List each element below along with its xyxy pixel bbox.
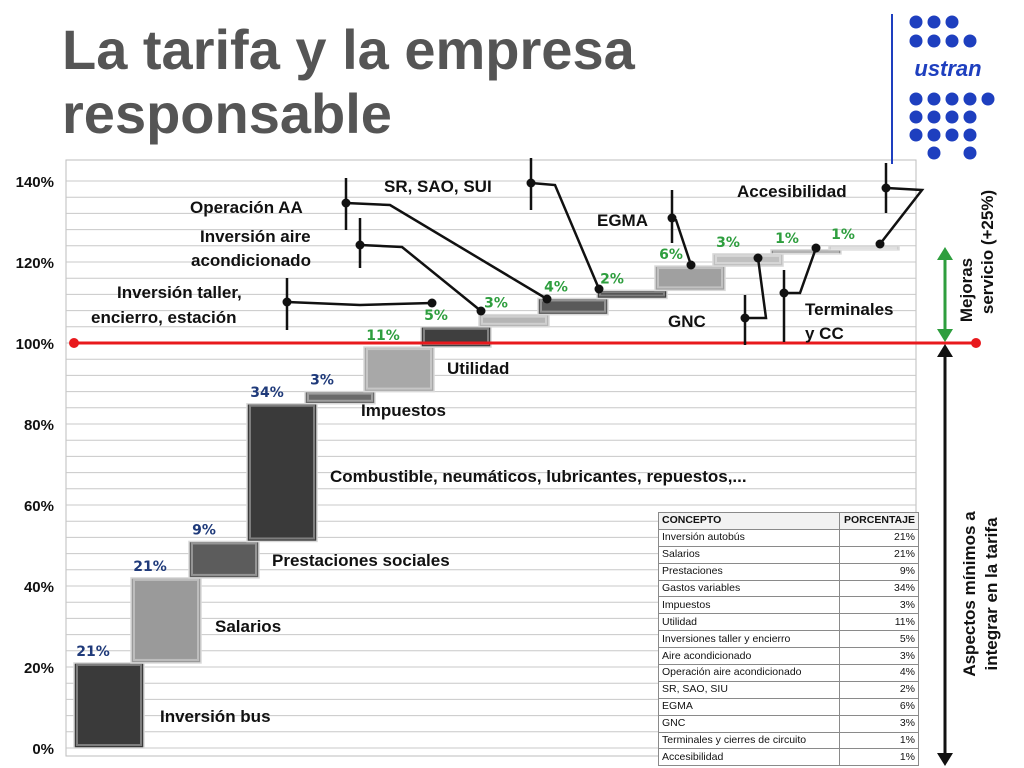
logo-dot [964, 111, 977, 124]
table-cell-concepto: Impuestos [659, 597, 840, 614]
callout-dot [741, 314, 750, 323]
bar-step [364, 347, 434, 392]
bar [189, 541, 259, 577]
data-label: 3% [310, 372, 334, 389]
callout-utilidad: Utilidad [447, 359, 510, 378]
table-cell-porcentaje: 34% [840, 580, 919, 597]
side-label-aspectos-line1: Aspectos mínimos a [960, 511, 979, 677]
callout-sr-sao-sui: SR, SAO, SUI [384, 177, 492, 196]
logo-dot [928, 129, 941, 142]
callout-prestaciones: Prestaciones sociales [272, 551, 450, 570]
reference-line-start-dot [69, 338, 79, 348]
data-label: 1% [775, 230, 799, 247]
y-tick-label: 120% [15, 255, 54, 272]
logo-dot [946, 129, 959, 142]
logo-dot [928, 93, 941, 106]
data-label: 34% [250, 384, 284, 401]
bar-step [479, 315, 549, 327]
bar-step [131, 578, 201, 663]
table-cell-porcentaje: 21% [840, 546, 919, 563]
callout-inversion-bus: Inversión bus [160, 707, 271, 726]
callout-dot [754, 254, 763, 263]
logo-dot [928, 111, 941, 124]
table-row [659, 529, 919, 546]
callout-taller-line1: Inversión taller, [117, 283, 242, 302]
callout-aire-line1: Inversión aire [200, 227, 311, 246]
table-cell-porcentaje: 9% [840, 563, 919, 580]
data-label: 21% [76, 643, 110, 660]
table-cell-porcentaje: 3% [840, 597, 919, 614]
bar-step [247, 404, 317, 542]
table-cell-concepto: Inversión autobús [659, 529, 840, 546]
bar [74, 663, 144, 748]
side-label-mejoras-line2: servicio (+25%) [978, 189, 997, 315]
data-label: 2% [600, 271, 624, 288]
callout-egma: EGMA [597, 211, 648, 230]
callout-dot [882, 184, 891, 193]
bar-bevel [832, 248, 896, 249]
bar [131, 578, 201, 663]
logo-dot [928, 35, 941, 48]
table-header-row [659, 513, 919, 530]
callout-dot [668, 214, 677, 223]
table-row [659, 732, 919, 749]
table-cell-concepto: Terminales y cierres de circuito [659, 732, 840, 749]
mejoras-arrow-head-top [937, 247, 953, 260]
bar-step [74, 663, 144, 748]
callout-terminales-line1: Terminales [805, 300, 894, 319]
logo-wordmark: ustran [914, 56, 982, 81]
logo-dot [946, 93, 959, 106]
table-cell-porcentaje: 6% [840, 698, 919, 715]
data-label: 1% [831, 226, 855, 243]
logo-dot [910, 111, 923, 124]
table-cell-porcentaje: 3% [840, 648, 919, 665]
table-cell-concepto: GNC [659, 715, 840, 732]
y-tick-label: 60% [23, 498, 54, 515]
callout-salarios: Salarios [215, 617, 282, 636]
table-cell-porcentaje: 1% [840, 749, 919, 766]
data-label: 21% [133, 558, 167, 575]
callout-dot [543, 295, 552, 304]
logo-dot [964, 147, 977, 160]
table-cell-porcentaje: 1% [840, 732, 919, 749]
mejoras-arrow-head-bottom [937, 329, 953, 342]
side-label-aspectos-line2: integrar en la tarifa [982, 517, 1001, 671]
callout-dot [876, 240, 885, 249]
data-label: 4% [544, 279, 568, 296]
bar [247, 404, 317, 542]
callout-aire-line2: acondicionado [191, 251, 311, 270]
bar-step [713, 254, 783, 266]
table-cell-concepto: SR, SAO, SIU [659, 681, 840, 698]
callout-terminales-line2: y CC [805, 324, 844, 343]
callout-dot [356, 241, 365, 250]
table-header-concepto: CONCEPTO [659, 513, 840, 530]
bar-step [189, 541, 259, 577]
slide-title: La tarifa y la empresa responsable [62, 18, 635, 145]
callout-dot [527, 179, 536, 188]
aspectos-arrow-head-top [937, 344, 953, 357]
side-label-mejoras-line1: Mejoras [957, 257, 976, 323]
table-cell-porcentaje: 21% [840, 529, 919, 546]
table-row [659, 614, 919, 631]
data-label: 3% [716, 234, 740, 251]
table-row [659, 698, 919, 715]
y-tick-label: 20% [23, 660, 54, 677]
table-row [659, 648, 919, 665]
table-cell-porcentaje: 11% [840, 614, 919, 631]
table-row [659, 665, 919, 682]
table-row [659, 749, 919, 766]
logo-dot [928, 147, 941, 160]
table-cell-concepto: Inversiones taller y encierro [659, 631, 840, 648]
logo-dot [910, 129, 923, 142]
data-label: 3% [484, 295, 508, 312]
data-label: 11% [366, 328, 400, 345]
logo-dot [946, 35, 959, 48]
concept-percentage-table [658, 512, 919, 766]
callout-accesibilidad: Accesibilidad [737, 182, 847, 201]
table-cell-concepto: Accesibilidad [659, 749, 840, 766]
table-row [659, 681, 919, 698]
table-cell-porcentaje: 5% [840, 631, 919, 648]
ustran-logo [888, 14, 1008, 164]
table-cell-concepto: Utilidad [659, 614, 840, 631]
aspectos-arrow-head-bottom [937, 753, 953, 766]
bar-step [829, 246, 899, 250]
callout-dot [812, 244, 821, 253]
y-tick-label: 80% [23, 417, 54, 434]
table-row [659, 580, 919, 597]
callout-dot [342, 199, 351, 208]
data-label: 6% [659, 247, 683, 264]
bar [364, 347, 434, 392]
table-cell-porcentaje: 4% [840, 665, 919, 682]
table-cell-concepto: Gastos variables [659, 580, 840, 597]
logo-dot [964, 93, 977, 106]
table-cell-concepto: Operación aire acondicionado [659, 665, 840, 682]
table-row [659, 563, 919, 580]
logo-dot [964, 129, 977, 142]
logo-dot [982, 93, 995, 106]
logo-dot [910, 35, 923, 48]
table-cell-concepto: Salarios [659, 546, 840, 563]
table-row [659, 597, 919, 614]
logo-dot [946, 16, 959, 29]
y-tick-label: 0% [32, 741, 54, 758]
logo-dot [910, 93, 923, 106]
callout-taller-line2: encierro, estación [91, 308, 237, 327]
table-cell-porcentaje: 2% [840, 681, 919, 698]
callout-impuestos: Impuestos [361, 401, 447, 420]
callout-gnc: GNC [668, 312, 706, 331]
y-tick-label: 100% [15, 336, 54, 353]
logo-dot [964, 35, 977, 48]
data-label: 5% [424, 307, 448, 324]
table-cell-porcentaje: 3% [840, 715, 919, 732]
callout-operacion-aa: Operación AA [190, 198, 303, 217]
table-header-porcentaje: PORCENTAJE [840, 513, 919, 530]
table-row [659, 546, 919, 563]
callout-dot [428, 299, 437, 308]
callout-dot [283, 298, 292, 307]
callout-dot [687, 261, 696, 270]
reference-line-end-dot [971, 338, 981, 348]
bar-step [597, 290, 667, 298]
table-row [659, 715, 919, 732]
table-row [659, 631, 919, 648]
callout-dot [780, 289, 789, 298]
table-cell-concepto: Aire acondicionado [659, 648, 840, 665]
table-cell-concepto: EGMA [659, 698, 840, 715]
y-tick-label: 40% [23, 579, 54, 596]
data-label: 9% [192, 522, 216, 539]
y-tick-label: 140% [15, 174, 54, 191]
logo-dot [910, 16, 923, 29]
bar-step [655, 266, 725, 290]
bar-bevel [774, 252, 838, 253]
table-cell-concepto: Prestaciones [659, 563, 840, 580]
logo-dot [928, 16, 941, 29]
callout-combustible: Combustible, neumáticos, lubricantes, repuestos,... [330, 467, 747, 486]
logo-dot [946, 111, 959, 124]
